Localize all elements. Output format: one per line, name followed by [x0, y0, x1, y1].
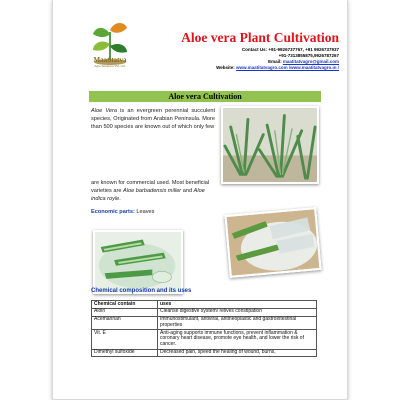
page-title: Aloe vera Plant Cultivation: [181, 30, 339, 45]
uses-cell: Cleanse digestive system/ relives constipation: [158, 308, 317, 316]
chemical-cell: Aloin: [92, 308, 158, 316]
document-page: [52, 0, 348, 400]
intro-rest: is an evergreen perennial succulent species, Originated from Arabian Peninsula. More than 500 species are known out of which only few: [91, 108, 216, 131]
economic-parts: [91, 209, 154, 215]
variety-2: Aloe indica royle: [91, 188, 205, 203]
table-heading: Chemical composition and its uses: [91, 288, 192, 294]
intro-cont-1: are known for commercial used. Most beneficial varieties are: [91, 180, 210, 195]
contact-line-1: Contact Us: +91-9926737767, +91 9926737937: [241, 47, 339, 52]
website-label: Website:: [216, 65, 235, 70]
variety-1: Aloe barbadensis miller: [123, 188, 182, 195]
website-line: [216, 65, 339, 71]
intro-cont-3: .: [119, 196, 121, 203]
intro-cont-2: and: [181, 188, 194, 195]
intro-lead: Aloe Vera: [91, 108, 117, 114]
intro-paragraph: [91, 107, 215, 132]
uses-cell: Anti-aging supports immune functions, prevent inflammation & coronary heart disease, promote eye health, and lower the risk of cancer.: [158, 330, 317, 349]
table-row: [92, 308, 317, 316]
aloe-slices-photo: [93, 230, 183, 294]
uses-cell: Immunostimulant, antiviral, antineoplastic and gastrointestinal properties: [158, 316, 317, 330]
intro-continuation: [91, 179, 215, 204]
economic-parts-value: Leaves: [134, 209, 155, 215]
chemical-cell: Dimethyl sulfoxide: [92, 349, 158, 357]
table-row: [92, 349, 317, 357]
section-band-title: Aloe vera Cultivation: [89, 91, 321, 102]
brand-tagline: Agro Solutions Pvt. Ltd.: [94, 64, 126, 68]
website-link[interactable]: www.maatitatvagro.com /www.maatitatvagro.in /: [236, 65, 339, 70]
email-link[interactable]: maatitatvagro@gmail.com: [282, 59, 339, 64]
brand-name: Maatitatva: [93, 56, 127, 64]
column-header-chemical: Chemical contain: [92, 301, 158, 309]
contact-line-2: +91-7313855875,9926787267: [278, 53, 339, 58]
chemical-composition-table: [91, 300, 317, 357]
table-row: [92, 316, 317, 330]
table-row: [92, 330, 317, 349]
chemical-cell: Acemannan: [92, 316, 158, 330]
contact-block: [216, 47, 339, 71]
email-label: Email:: [268, 59, 282, 64]
aloe-field-photo: [221, 106, 319, 184]
aloe-gel-photo: [224, 207, 321, 278]
economic-parts-label: Economic parts:: [91, 209, 135, 215]
chemical-cell: Vit. E: [92, 330, 158, 349]
uses-cell: Decreased pain, speed the healing of wound, burns,: [158, 349, 317, 357]
column-header-uses: uses: [158, 301, 317, 309]
table-header-row: [92, 301, 317, 309]
